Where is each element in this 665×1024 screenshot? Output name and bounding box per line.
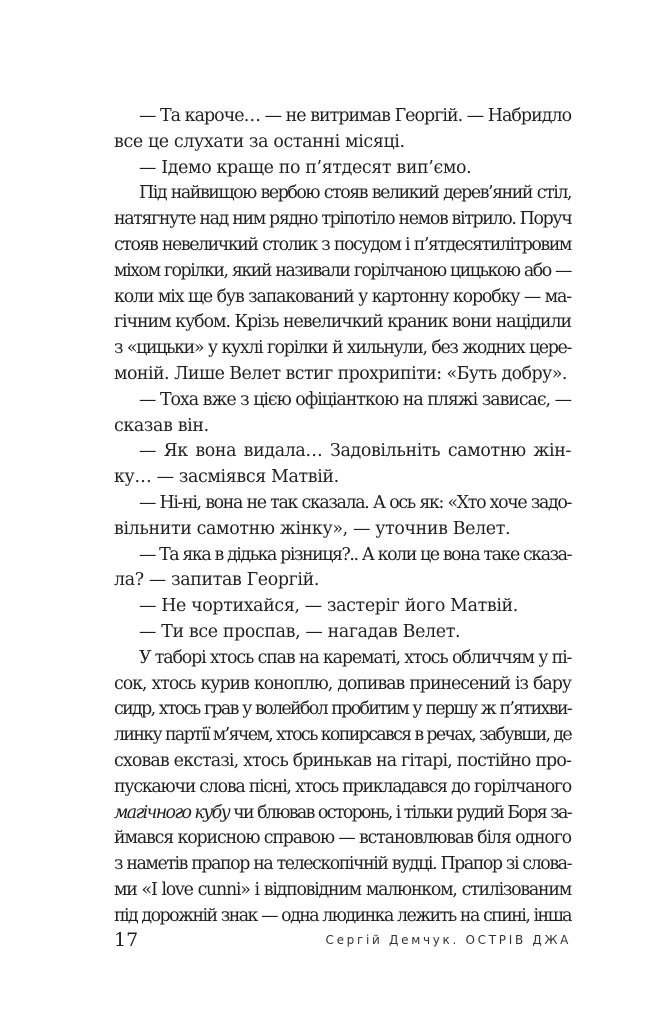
text-line: ймався корисною справою — встановлював біля одного [114,828,571,849]
text-line: коли міх ще був запакований у картонну коробку — ма- [114,286,571,307]
text-line: пускаючи слова пісні, хтось прикладався до горілчаного [114,776,571,797]
text-line: натягнуте над ним рядно тріпотіло немов вітрило. Поруч [114,209,572,230]
text-line: ми «I love cunni» і відповідним малюнком, стилізованим [114,879,571,900]
text-line: — Та яка в дідька різниця?.. А коли це вона таке сказа- [139,544,571,565]
italic-phrase: магічного кубу [114,802,230,823]
text-line: — Ти все проспав, — нагадав Велет. [139,621,461,642]
text-line: — Ні-ні, вона не так сказала. А ось як: «Хто хоче задо- [139,492,571,513]
text-line: ку… — засміявся Матвій. [114,467,339,488]
text-line: сказав він. [114,415,209,436]
text-line: У таборі хтось спав на карематі, хтось обличчям у пі- [139,647,572,668]
text-line: — Як вона видала… Задовільніть самотню жін- [139,441,571,462]
page-number: 17 [114,929,139,951]
text-line: міхом горілки, який називали горілчаною цицькою або — [114,260,571,281]
text-line: сидр, хтось грав у волейбол пробитим у першу ж п’ятихви- [114,699,571,720]
text-line: ла? — запитав Георгій. [114,570,320,591]
text-line-mixed [114,801,571,827]
text-line: — Тоха вже з цією офіціанткою на пляжі зависає, — [139,389,571,410]
text-line: з наметів прапор на телескопічній вудці. Прапор зі слова- [114,854,571,875]
text-line: Під найвищою вербою стояв великий дерев’яний стіл, [139,183,571,204]
text-line: вільнити самотню жінку», — уточнив Велет. [114,518,511,539]
text-line: стояв невеличкий столик з посудом і п’ятдесятилітровим [114,234,571,255]
text-line: все це слухати за останні місяці. [114,131,405,152]
text-line: під дорожній знак — одна людинка лежить на спині, інша [114,905,571,926]
running-head: Сергій Демчук. ОСТРІВ ДЖА [325,933,571,947]
text-line: — Та кароче… — не витримав Георгій. — Набридло [139,106,572,126]
text-line: гічним кубом. Крізь невеличкий краник вони націдили [114,312,571,333]
text-line: з «цицьки» у кухлі горілки й хильнули, без жодних цере- [114,338,571,359]
body-text [114,104,571,930]
text-line: сок, хтось курив коноплю, допивав принесений із бару [114,673,571,694]
text-line: линку партії м’ячем, хтось копирсався в речах, забувши, де [114,725,571,746]
text-line: — Не чортихайся, — застеріг його Матвій. [139,596,518,617]
page-footer [114,929,571,955]
text-fragment: чи блював осторонь, і тільки рудий Боря за- [233,802,571,823]
text-line: — Ідемо краще по п’ятдесят вип’ємо. [139,157,472,178]
text-line: моній. Лише Велет встиг прохрипіти: «Буть добру». [114,363,567,384]
text-line: сховав екстазі, хтось бринькав на гітарі, постійно про- [114,750,571,771]
